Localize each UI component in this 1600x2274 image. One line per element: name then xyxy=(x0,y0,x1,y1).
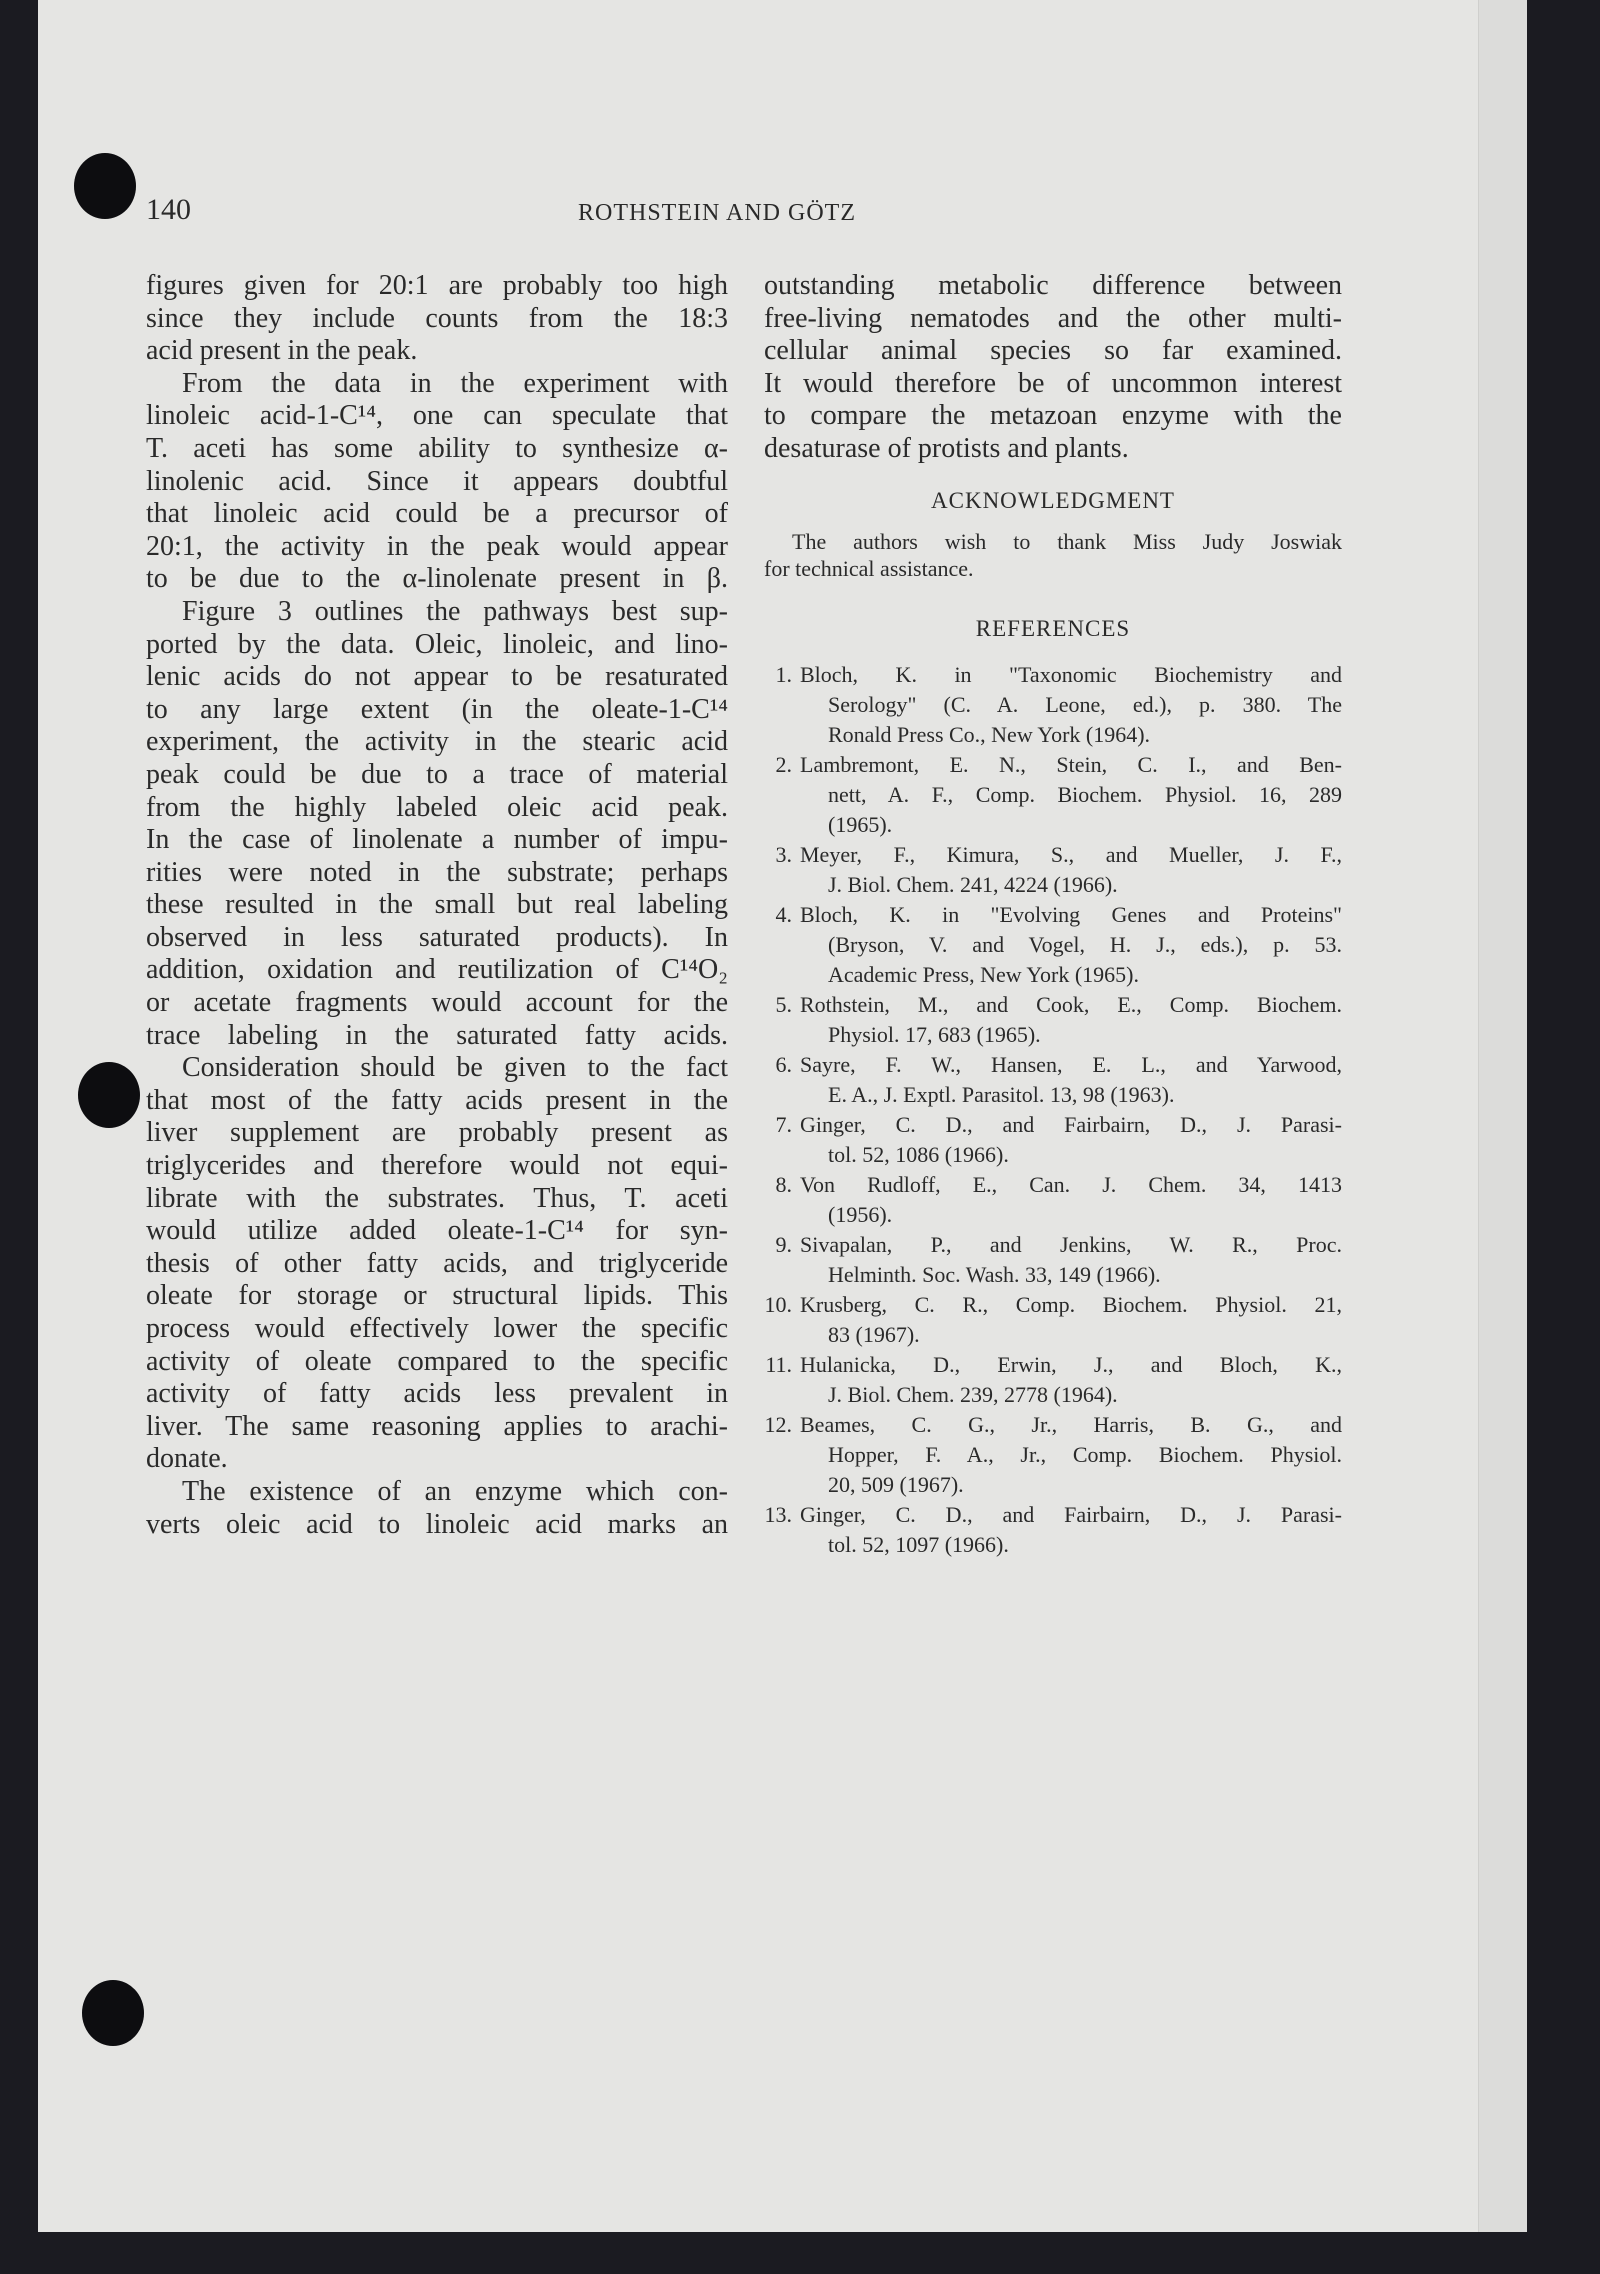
reference-number: 12. xyxy=(764,1412,792,1437)
punch-hole xyxy=(74,153,136,219)
left-line: from the highly labeled oleic acid peak. xyxy=(146,791,728,823)
reference-number: 10. xyxy=(764,1292,792,1317)
left-line: linoleic acid-1-C¹⁴, one can speculate that xyxy=(146,400,728,432)
reference-line: J. Biol. Chem. 241, 4224 (1966). xyxy=(828,872,1118,897)
page-number: 140 xyxy=(146,193,191,226)
right-line: outstanding metabolic difference between xyxy=(764,270,1342,301)
references-list xyxy=(764,660,1342,1560)
acknowledgment-section xyxy=(764,488,1342,582)
acknowledgment-heading: ACKNOWLEDGMENT xyxy=(931,488,1175,513)
reference-line: Ginger, C. D., and Fairbairn, D., J. Parasi- xyxy=(800,1502,1342,1527)
reference-item xyxy=(764,900,1342,990)
reference-item xyxy=(764,1110,1342,1170)
left-line: would utilize added oleate-1-C¹⁴ for syn- xyxy=(146,1215,728,1247)
left-line: since they include counts from the 18:3 xyxy=(146,302,728,334)
left-line: or acetate fragments would account for the xyxy=(146,987,728,1019)
left-line: 20:1, the activity in the peak would appear xyxy=(146,530,728,562)
right-line: free-living nematodes and the other multi- xyxy=(764,302,1342,334)
reference-item xyxy=(764,1230,1342,1290)
left-line: T. aceti has some ability to synthesize α- xyxy=(146,432,728,464)
reference-number: 13. xyxy=(764,1502,792,1527)
punch-hole xyxy=(82,1980,144,2046)
reference-line: Bloch, K. in "Evolving Genes and Proteins" xyxy=(800,902,1342,927)
reference-line: Krusberg, C. R., Comp. Biochem. Physiol. 21, xyxy=(800,1292,1342,1317)
reference-number: 7. xyxy=(775,1112,792,1137)
left-line: acid present in the peak. xyxy=(146,335,418,367)
punch-hole xyxy=(78,1062,140,1128)
acknowledgment-line: The authors wish to thank Miss Judy Joswiak xyxy=(792,529,1342,554)
reference-line: (Bryson, V. and Vogel, H. J., eds.), p. 53. xyxy=(828,932,1342,957)
left-line: donate. xyxy=(146,1443,228,1475)
acknowledgment-text xyxy=(764,528,1342,582)
reference-item xyxy=(764,1410,1342,1500)
running-title: ROTHSTEIN AND GÖTZ xyxy=(578,200,856,226)
reference-line: tol. 52, 1097 (1966). xyxy=(828,1532,1009,1557)
reference-line: Academic Press, New York (1965). xyxy=(828,962,1140,987)
left-line: activity of oleate compared to the specific xyxy=(146,1345,728,1377)
left-line: From the data in the experiment with xyxy=(182,367,728,399)
left-line: rities were noted in the substrate; perhaps xyxy=(146,856,728,888)
reference-line: Ronald Press Co., New York (1964). xyxy=(828,722,1151,747)
reference-item xyxy=(764,1290,1342,1350)
left-line: linolenic acid. Since it appears doubtful xyxy=(146,465,728,497)
left-line: that most of the fatty acids present in the xyxy=(146,1084,728,1116)
left-line: lenic acids do not appear to be resaturated xyxy=(146,661,728,693)
left-line: process would effectively lower the specific xyxy=(146,1313,728,1344)
reference-number: 9. xyxy=(775,1232,792,1257)
reference-line: Helminth. Soc. Wash. 33, 149 (1966). xyxy=(828,1262,1161,1287)
reference-item xyxy=(764,750,1342,840)
reference-line: Bloch, K. in "Taxonomic Biochemistry and xyxy=(800,662,1342,687)
left-line: trace labeling in the saturated fatty acids. xyxy=(146,1019,728,1051)
reference-number: 4. xyxy=(775,902,792,927)
reference-line: Physiol. 17, 683 (1965). xyxy=(828,1022,1041,1047)
left-line: activity of fatty acids less prevalent in xyxy=(146,1378,728,1410)
left-line: oleate for storage or structural lipids. This xyxy=(146,1280,728,1312)
reference-line: Rothstein, M., and Cook, E., Comp. Biochem. xyxy=(800,992,1342,1017)
left-line: figures given for 20:1 are probably too high xyxy=(146,270,728,301)
reference-item xyxy=(764,840,1342,900)
left-line: In the case of linolenate a number of impu- xyxy=(146,824,728,856)
reference-line: Meyer, F., Kimura, S., and Mueller, J. F., xyxy=(800,842,1342,867)
left-line: liver supplement are probably present as xyxy=(146,1117,728,1149)
reference-item xyxy=(764,660,1342,750)
left-line: experiment, the activity in the stearic acid xyxy=(146,726,728,758)
reference-item xyxy=(764,1050,1342,1110)
left-line: librate with the substrates. Thus, T. aceti xyxy=(146,1182,728,1214)
left-line: liver. The same reasoning applies to arachi- xyxy=(146,1410,728,1442)
right-column xyxy=(764,270,1342,466)
left-line: to be due to the α-linolenate present in β. xyxy=(146,563,728,595)
left-line: Figure 3 outlines the pathways best sup- xyxy=(182,595,728,627)
reference-line: Serology" (C. A. Leone, ed.), p. 380. The xyxy=(828,692,1342,717)
reference-line: Beames, C. G., Jr., Harris, B. G., and xyxy=(800,1412,1342,1437)
reference-item xyxy=(764,990,1342,1050)
references-heading: REFERENCES xyxy=(975,616,1131,641)
left-line: verts oleic acid to linoleic acid marks an xyxy=(146,1508,728,1540)
left-line: these resulted in the small but real labeling xyxy=(146,889,728,921)
reference-line: Sivapalan, P., and Jenkins, W. R., Proc. xyxy=(800,1232,1342,1257)
reference-item xyxy=(764,1170,1342,1230)
reference-line: Lambremont, E. N., Stein, C. I., and Ben- xyxy=(800,752,1342,777)
reference-number: 8. xyxy=(775,1172,792,1197)
reference-line: nett, A. F., Comp. Biochem. Physiol. 16, 289 xyxy=(828,782,1342,807)
left-line: to any large extent (in the oleate-1-C¹⁴ xyxy=(146,693,728,725)
left-line: ported by the data. Oleic, linoleic, and lino- xyxy=(146,628,728,660)
left-line: Consideration should be given to the fact xyxy=(182,1052,728,1084)
reference-line: tol. 52, 1086 (1966). xyxy=(828,1142,1009,1167)
reference-number: 11. xyxy=(765,1352,792,1377)
right-line: to compare the metazoan enzyme with the xyxy=(764,400,1342,432)
reference-line: E. A., J. Exptl. Parasitol. 13, 98 (1963). xyxy=(828,1082,1175,1107)
reference-line: J. Biol. Chem. 239, 2778 (1964). xyxy=(828,1382,1118,1407)
reference-line: Von Rudloff, E., Can. J. Chem. 34, 1413 xyxy=(800,1172,1342,1197)
reference-line: Hopper, F. A., Jr., Comp. Biochem. Physiol. xyxy=(828,1442,1342,1467)
reference-line: 83 (1967). xyxy=(828,1322,920,1347)
left-line: The existence of an enzyme which con- xyxy=(182,1475,728,1507)
reference-line: Hulanicka, D., Erwin, J., and Bloch, K., xyxy=(800,1352,1342,1377)
reference-number: 1. xyxy=(775,662,792,687)
reference-item xyxy=(764,1500,1342,1560)
right-line: desaturase of protists and plants. xyxy=(764,432,1129,464)
left-line: thesis of other fatty acids, and triglyceride xyxy=(146,1247,728,1279)
reference-number: 2. xyxy=(775,752,792,777)
reference-line: (1965). xyxy=(828,812,893,837)
reference-number: 6. xyxy=(775,1052,792,1077)
left-line: observed in less saturated products). In xyxy=(146,921,728,953)
reference-line: Ginger, C. D., and Fairbairn, D., J. Parasi- xyxy=(800,1112,1342,1137)
reference-number: 5. xyxy=(775,992,792,1017)
reference-number: 3. xyxy=(775,842,792,867)
reference-item xyxy=(764,1350,1342,1410)
left-line: triglycerides and therefore would not equi- xyxy=(146,1150,728,1182)
right-line: It would therefore be of uncommon interest xyxy=(764,367,1342,399)
reference-line: 20, 509 (1967). xyxy=(828,1472,964,1497)
reference-line: (1956). xyxy=(828,1202,893,1227)
page-edge xyxy=(1478,0,1527,2232)
right-line: cellular animal species so far examined. xyxy=(764,335,1342,367)
left-line: addition, oxidation and reutilization of C¹⁴O₂ xyxy=(146,954,728,986)
left-line: peak could be due to a trace of material xyxy=(146,758,728,790)
left-column xyxy=(146,270,728,1541)
acknowledgment-line: for technical assistance. xyxy=(764,556,974,581)
left-line: that linoleic acid could be a precursor of xyxy=(146,498,728,530)
reference-line: Sayre, F. W., Hansen, E. L., and Yarwood, xyxy=(800,1052,1342,1077)
